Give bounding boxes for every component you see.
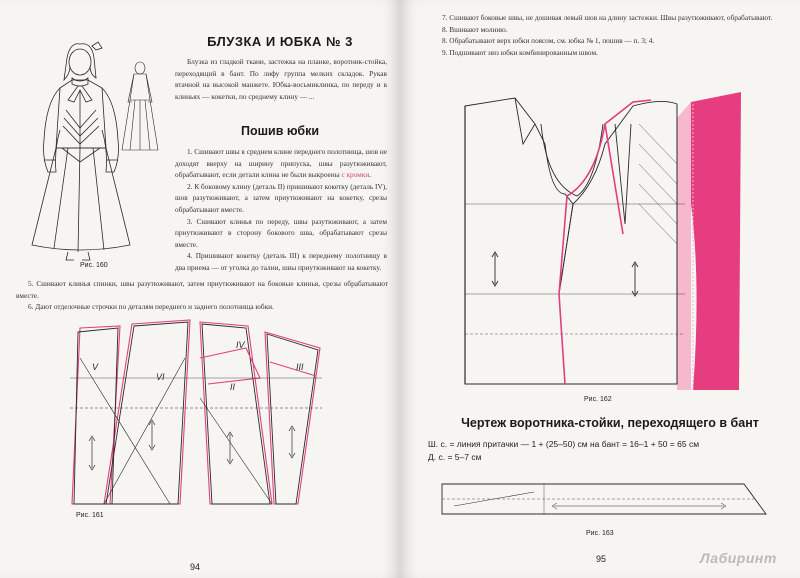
- page-number-right: 95: [596, 554, 607, 564]
- figure-162-caption: Рис. 162: [584, 396, 612, 403]
- step-7: 7. Сшивают боковые швы, не дошивая левый шов на длину застежки. Швы разутюживают, обрабатывают.: [442, 13, 773, 22]
- label-ii: II: [230, 382, 236, 392]
- label-iii: III: [296, 362, 304, 372]
- formula-width: Ш. с. = линия притачки — 1 + (25–50) см на бант = 16–1 + 50 = 65 см: [428, 439, 700, 449]
- pattern-piece-iii: [265, 332, 320, 504]
- step-3: 3. Сшивают клинья по переду, швы разутюживают, а затем приутюживают в сторону бокового шва, обрабатывают срезы вместе.: [175, 216, 387, 249]
- figure-160-caption: Рис. 160: [80, 262, 108, 269]
- highlighted-word: с кромки: [341, 170, 370, 180]
- back-bodice: [465, 98, 573, 384]
- page-number-left: 94: [190, 562, 201, 572]
- steps-column: [175, 146, 387, 274]
- figure-163-collar: [434, 476, 774, 526]
- right-steps: [430, 12, 780, 58]
- label-iv: IV: [236, 340, 245, 350]
- figure-163-caption: Рис. 163: [586, 530, 614, 537]
- figure-161-caption: Рис. 161: [76, 512, 104, 519]
- step-2: 2. К боковому клину (деталь II) пришивают кокетку (деталь IV), шов разутюживают, а затем приутюживают на кокетку, срезы обрабатывают вместе.: [175, 181, 387, 214]
- collar-section-title: Чертеж воротника-стойки, переходящего в бант: [461, 416, 759, 430]
- step-1: 1. Сшивают швы в среднем клине переднего полотнища, шов не доходят вверху на ширину припуска, швы разутюживают, обрабатывают, если детали клина не были выкроены с кромки.: [175, 147, 388, 180]
- step-4: 4. Пришивают кокетку (деталь III) к переднему полотнищу в два приема — от уголка до талии, швы приутюживают на кокетку.: [175, 251, 387, 272]
- figure-161-pattern: [60, 318, 330, 508]
- label-v: V: [92, 362, 99, 372]
- page-title: БЛУЗКА И ЮБКА № 3: [207, 34, 353, 49]
- step-6: 6. Дают отделочные строчки по деталям переднего и заднего полотнища юбки.: [28, 302, 274, 312]
- formula-depth: Д. с. = 5–7 см: [428, 452, 482, 462]
- front-bodice: [559, 101, 677, 384]
- intro-paragraph: [175, 56, 387, 102]
- pink-sleeve-area: [691, 92, 741, 390]
- right-page: [400, 0, 800, 578]
- steps-full-width: [16, 278, 388, 313]
- step-8: 8. Вшивают молнию.: [442, 24, 508, 34]
- labirint-watermark: Лабиринт: [700, 550, 777, 566]
- figure-160-illustration: [18, 40, 168, 265]
- step-5: 5. Сшивают клинья спинки, швы разутюживают, затем приутюживают на боковые клинья, срезы обрабатывают вместе.: [16, 279, 388, 300]
- head-shape: [69, 49, 91, 75]
- step-9: 9. Подшивают низ юбки комбинированным швом.: [442, 47, 598, 57]
- collar-formulas: [428, 438, 788, 464]
- section-subtitle: Пошив юбки: [240, 124, 320, 138]
- figure-162-pattern: [455, 84, 755, 394]
- step-8b: 8. Обрабатывают верх юбки поясом, см. юбка № 1, пошив — п. 3; 4.: [442, 36, 655, 46]
- intro-text: Блузка из гладкой ткани, застежка на планке, воротник-стойка, переходящий в бант. По лифу группа мелких складок. Рукав втачной на высокой манжете. Юбка-восьмиклинка, по переду и в клиньях — кокетки, по среднему клину — ...: [175, 57, 387, 101]
- label-vi: VI: [156, 372, 165, 382]
